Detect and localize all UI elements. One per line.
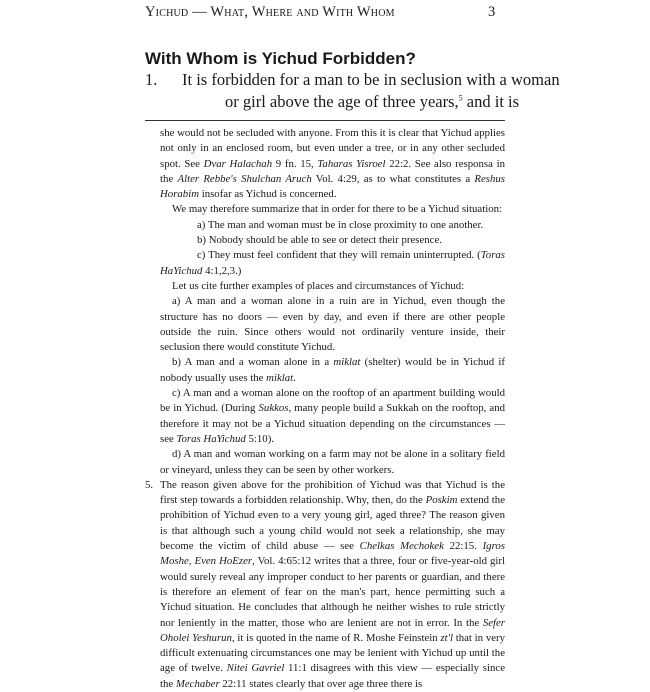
item-number: 1. — [145, 70, 158, 89]
footnote-rule — [145, 120, 505, 121]
main-text-line1: It is forbidden for a man to be in seclusion with a woman — [182, 70, 560, 89]
condition-c: c) They must feel confident that they will remain uninterrupted. (Toras HaYichud 4:1,2,3.) — [160, 249, 505, 277]
summary-intro: We may therefore summarize that in order for there to be a Yichud situation: — [172, 203, 503, 216]
main-text — [145, 69, 560, 113]
condition-a: a) The man and woman must be in close proximity to one another. — [197, 218, 484, 231]
main-text-line-2 — [145, 91, 520, 113]
example-b: b) A man and a woman alone in a miklat (shelter) would be in Yichud if nobody usually uses the miklat. — [160, 356, 505, 384]
footnote-5: 5. The reason given above for the prohibition of Yichud was that Yichud is the first step towards a forbidden relationship. Why, then, do the Poskim extend the prohibition of Yichud even to a very young girl, aged three? The reason given is that although such a young child would not seek a relationship, she may become the victim of child abuse — see Chelkas Mechokek 22:15. Igros Moshe, Even HoEzer, Vol. 4:65:12 writes that a three, four or five-year-old girl would surely reveal any improper conduct to her parents or guardian, and there is therefore an element of fear on the man's part, hence permitting such a Yichud situation. He concludes that although he neither wishes to rule strictly nor leniently in the matter, those who are lenient are not in error. In the Sefer Oholei Yeshurun, it is quoted in the name of R. Moshe Feinstein zt'l that in very difficult extenuating circumstances one may be lenient with Yichud up until the age of twelve. Nitei Gavriel 11:1 disagrees with this view — especially since the Mechaber 22:11 states clearly that over age three there is — [145, 478, 506, 690]
main-text-line2-after: and it is — [462, 92, 520, 111]
examples-intro: Let us cite further examples of places and circumstances of Yichud: — [172, 279, 465, 292]
page-number: 3 — [488, 4, 496, 20]
example-d: d) A man and woman working on a farm may not be alone in a solitary field or vineyard, unless they can be seen by other workers. — [160, 448, 505, 476]
footnote-ref[interactable]: 5 — [458, 93, 463, 103]
footnote-5-number: 5. — [145, 478, 154, 491]
footnotes — [145, 126, 505, 692]
condition-b: b) Nobody should be able to see or detect their presence. — [197, 234, 442, 247]
running-head: Yichud — What, Where and With Whom — [145, 4, 395, 20]
main-text-line-1 — [145, 69, 560, 91]
main-text-line2-before: or girl above the age of three years, — [225, 92, 459, 111]
section-heading: With Whom is Yichud Forbidden? — [145, 49, 416, 68]
example-a: a) A man and a woman alone in a ruin are in Yichud, even though the structure has no doors — even by day, and even if there are other people outside the ruin. Since others would not ordinarily venture inside, their seclusion there would constitute Yichud. — [160, 295, 505, 354]
example-c: c) A man and a woman alone on the rooftop of an apartment building would be in Yichud. (During Sukkos, many people build a Sukkah on the rooftop, and therefore it may not be a Yichud situation depending on the circumstances — see Toras HaYichud 5:10). — [160, 387, 506, 445]
footnote-continuation: she would not be secluded with anyone. From this it is clear that Yichud applies not only in an enclosed room, but even under a tree, or in any other secluded spot. See Dvar Halachah 9 fn. 15, Taharas Yisroel 22:2. See also responsa in the Alter Rebbe's Shulchan Aruch Vol. 4:29, as to what constitutes a Reshus Horabim insofar as Yichud is concerned. — [160, 127, 506, 201]
